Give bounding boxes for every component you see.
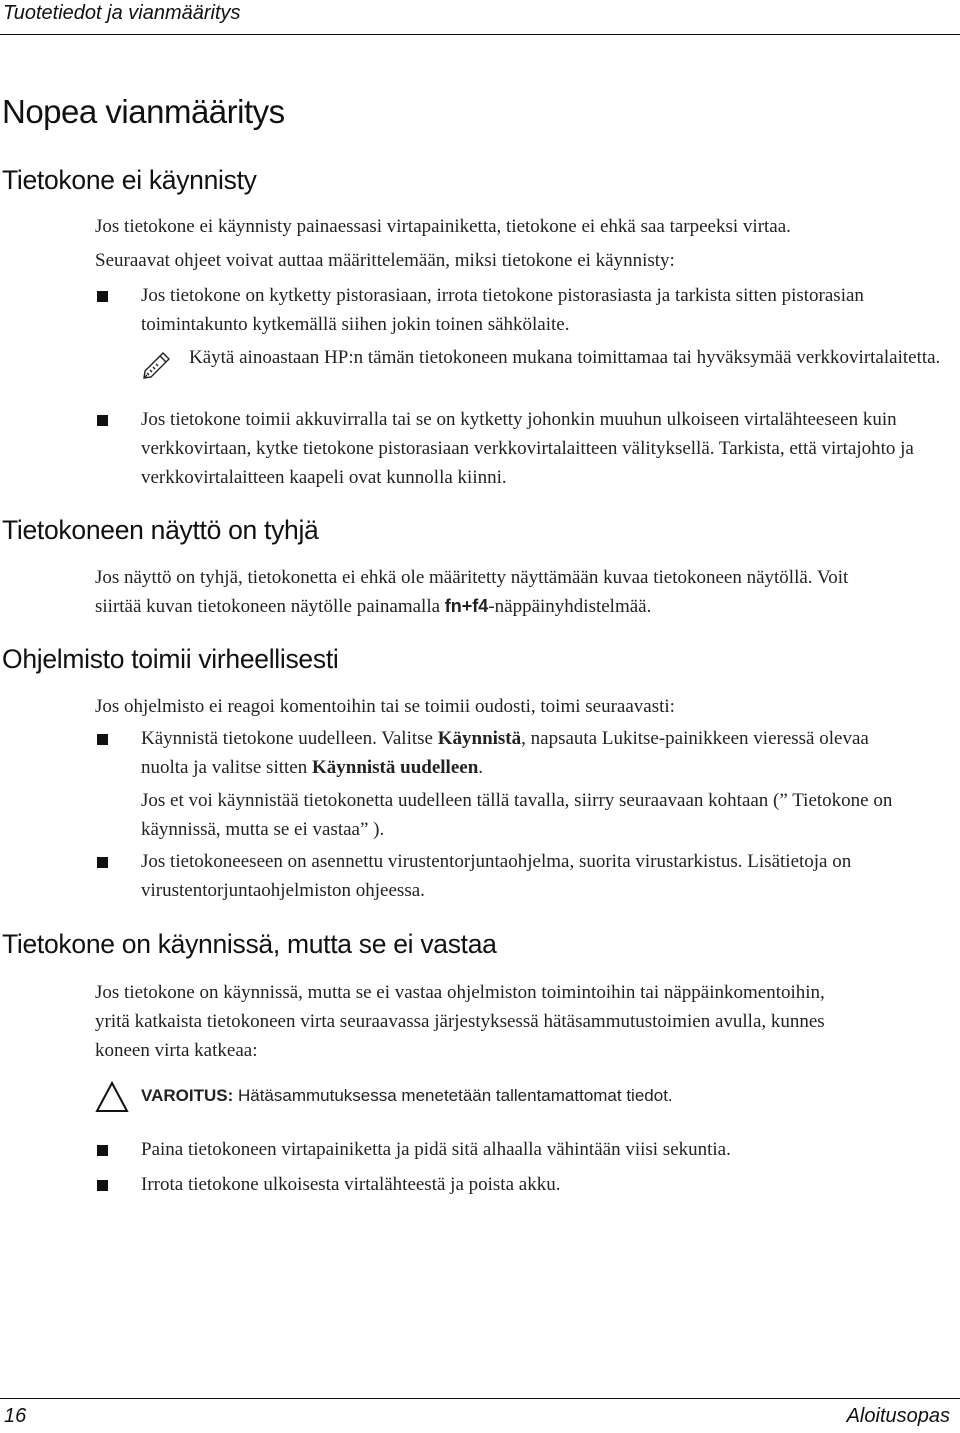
square-bullet-icon [97,1180,108,1191]
warning-label: VAROITUS: [141,1086,234,1105]
warning-message: Hätäsammutuksessa menetetään tallentamattomat tiedot. [233,1086,673,1105]
section-heading-computer-not-responding: Tietokone on käynnissä, mutta se ei vastaa [2,929,497,959]
section-heading-blank-screen: Tietokoneen näyttö on tyhjä [2,515,319,545]
bullet1-text-a: Käynnistä tietokone uudelleen. Valitse [141,728,438,749]
section2-text-part1: Jos näyttö on tyhjä, tietokonetta ei ehkä ole määritetty näyttämään kuvaa tietokoneen näytöllä. Voit siirtää kuvan tietokoneen näytölle painamalla [95,567,849,617]
bullet1-text-c: . [478,757,484,778]
header-rule [0,34,960,35]
section1-note: Käytä ainoastaan HP:n tämän tietokoneen mukana toimittamaa tai hyväksymää verkkovirtalaitetta. [189,347,941,368]
square-bullet-icon [97,1145,108,1156]
section2-text [95,563,895,621]
warning-triangle-icon [94,1080,130,1114]
page-title: Nopea vianmääritys [2,93,285,130]
section1-bullet2: Jos tietokone toimii akkuvirralla tai se on kytketty johonkin muuhun ulkoiseen virtalähteeseen kuin verkkovirtaan, kytke tietokone pistorasiaan verkkovirtalaitteen välityksellä. Tarkista, että virtajohto ja verkkovirtalaitteen kaapeli ovat kunnolla kiinni. [141,409,914,488]
section4-bullet2: Irrota tietokone ulkoisesta virtalähteestä ja poista akku. [141,1174,561,1195]
section3-bullet1 [141,724,901,782]
section2-text-part2: -näppäinyhdistelmää. [488,596,652,617]
section3-bullet1-extra: Jos et voi käynnistää tietokonetta uudelleen tällä tavalla, siirry seuraavaan kohtaan (” Tietokone on käynnissä, mutta se ei vastaa” ). [141,790,893,840]
footer-rule [0,1398,960,1399]
square-bullet-icon [97,415,108,426]
warning-text [141,1084,941,1108]
section1-bullet1: Jos tietokone on kytketty pistorasiaan, irrota tietokone pistorasiasta ja tarkista sitten pistorasian toimintakunto kytkemällä siihen jokin toinen sähkölaite. [141,285,864,335]
section3-intro: Jos ohjelmisto ei reagoi komentoihin tai se toimii oudosti, toimi seuraavasti: [95,696,675,717]
section-heading-computer-wont-start: Tietokone ei käynnisty [2,165,257,195]
pencil-note-icon [139,345,179,381]
section1-intro-line2: Seuraavat ohjeet voivat auttaa määrittelemään, miksi tietokone ei käynnisty: [95,250,675,271]
square-bullet-icon [97,734,108,745]
section1-intro-line1: Jos tietokone ei käynnisty painaessasi virtapainiketta, tietokone ei ehkä saa tarpeeksi virtaa. [95,216,791,237]
fn-f4-key: fn+f4 [444,596,489,616]
bullet1-text-b: , napsauta Lukitse-painikkeen vieressä olevaa nuolta ja valitse sitten [141,728,869,778]
section-heading-software-malfunction: Ohjelmisto toimii virheellisesti [2,644,339,674]
section3-bullet2: Jos tietokoneeseen on asennettu virustentorjuntaohjelma, suorita virustarkistus. Lisätietoja on virustentorjuntaohjelmiston ohjeessa. [141,851,852,901]
section4-intro: Jos tietokone on käynnissä, mutta se ei vastaa ohjelmiston toimintoihin tai näppäinkomentoihin, yritä katkaista tietokoneen virta seuraavassa järjestyksessä hätäsammutustoimien avulla, kunnes koneen virta katkeaa: [95,982,825,1061]
square-bullet-icon [97,291,108,302]
page-number: 16 [4,1405,27,1427]
start-menu-label: Käynnistä [437,728,522,749]
section4-bullet1: Paina tietokoneen virtapainiketta ja pidä sitä alhaalla vähintään viisi sekuntia. [141,1139,731,1160]
book-title: Aloitusopas [846,1405,950,1427]
square-bullet-icon [97,857,108,868]
restart-label: Käynnistä uudelleen [311,757,479,778]
running-header: Tuotetiedot ja vianmääritys [3,2,241,24]
